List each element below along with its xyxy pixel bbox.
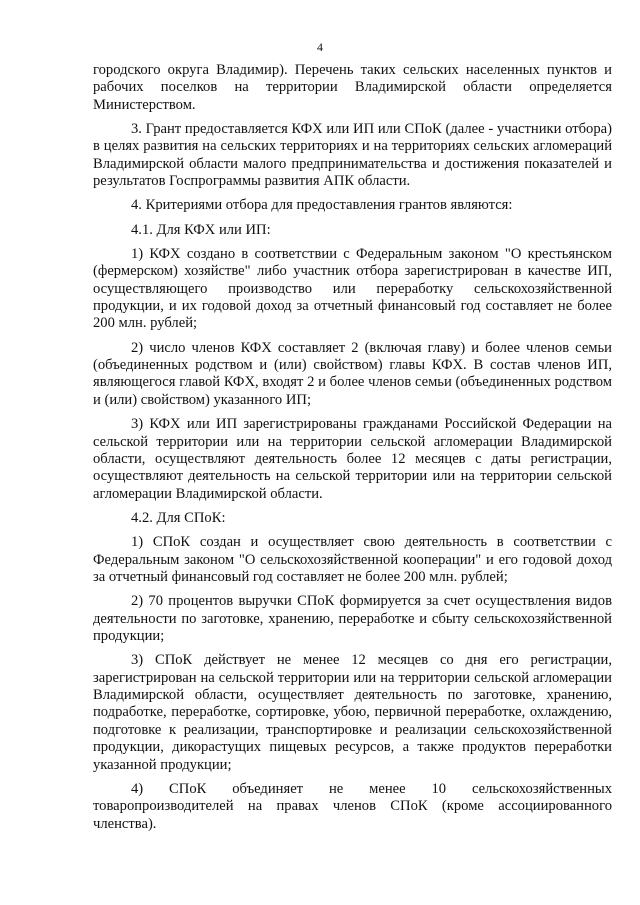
criterion-spok-3: 3) СПоК действует не менее 12 месяцев со дня его регистрации, зарегистрирован на сельской территории или на территории сельской агломерации Владимирской области, осуществляет деятельность по заготовке, хранению, подработке, переработке, сортировке, убою, первичной переработке, охлаждению, подготовке к реализации, транспортировке и реализации сельскохозяйственной продукции, дикорастущих пищевых ресурсов, а также продуктов переработки указанной продукции; [93,652,612,773]
subheading-kfh-ip: 4.1. Для КФХ или ИП: [131,221,271,238]
criterion-kfh-3: 3) КФХ или ИП зарегистрированы гражданами Российской Федерации на сельской территории или на территории сельской агломерации Владимирской области, осуществляют деятельность более 12 месяцев с даты регистрации, осуществляют деятельность на сельской территории или на территории сельской агломерации Владимирской области. [93,416,612,502]
criterion-kfh-2: 2) число членов КФХ составляет 2 (включая главу) и более членов семьи (объединенных родством и (или) свойством) главы КФХ. В состав членов ИП, являющегося главой КФХ, входят 2 и более членов семьи (объединенных родством и (или) свойством) указанного ИП; [93,339,612,408]
page-number: 4 [317,40,323,54]
criterion-kfh-1: 1) КФХ создано в соответствии с Федеральным законом "О крестьянском (фермерском) хозяйстве" либо участник отбора зарегистрирован в качестве ИП, осуществляющего производство или переработку сельскохозяйственной продукции, и их годовой доход за отчетный финансовый год составляет не более 200 млн. рублей; [93,245,612,332]
paragraph-grant-recipients: 3. Грант предоставляется КФХ или ИП или СПоК (далее - участники отбора) в целях развития на сельских территориях и на территориях сельских агломераций Владимирской области малого предпринимательства и достижения показателей и результатов Госпрограммы развития АПК области. [93,121,612,190]
subheading-spok: 4.2. Для СПоК: [131,509,226,526]
document-body [93,62,612,840]
criterion-spok-4: 4) СПоК объединяет не менее 10 сельскохозяйственных товаропроизводителей на правах членов СПоК (кроме ассоциированного членства). [93,780,612,832]
criterion-spok-2: 2) 70 процентов выручки СПоК формируется за счет осуществления видов деятельности по заготовке, хранению, переработке и сбыту сельскохозяйственной продукции; [93,593,612,644]
criterion-spok-1: 1) СПоК создан и осуществляет свою деятельность в соответствии с Федеральным законом "О сельскохозяйственной кооперации" и его годовой доход за отчетный финансовый год составляет не более 200 млн. рублей; [93,534,612,585]
paragraph-selection-criteria: 4. Критериями отбора для предоставления грантов являются: [131,197,513,214]
paragraph-continuation: городского округа Владимир). Перечень таких сельских населенных пунктов и рабочих поселков на территории Владимирской области определяется Министерством. [93,62,612,113]
